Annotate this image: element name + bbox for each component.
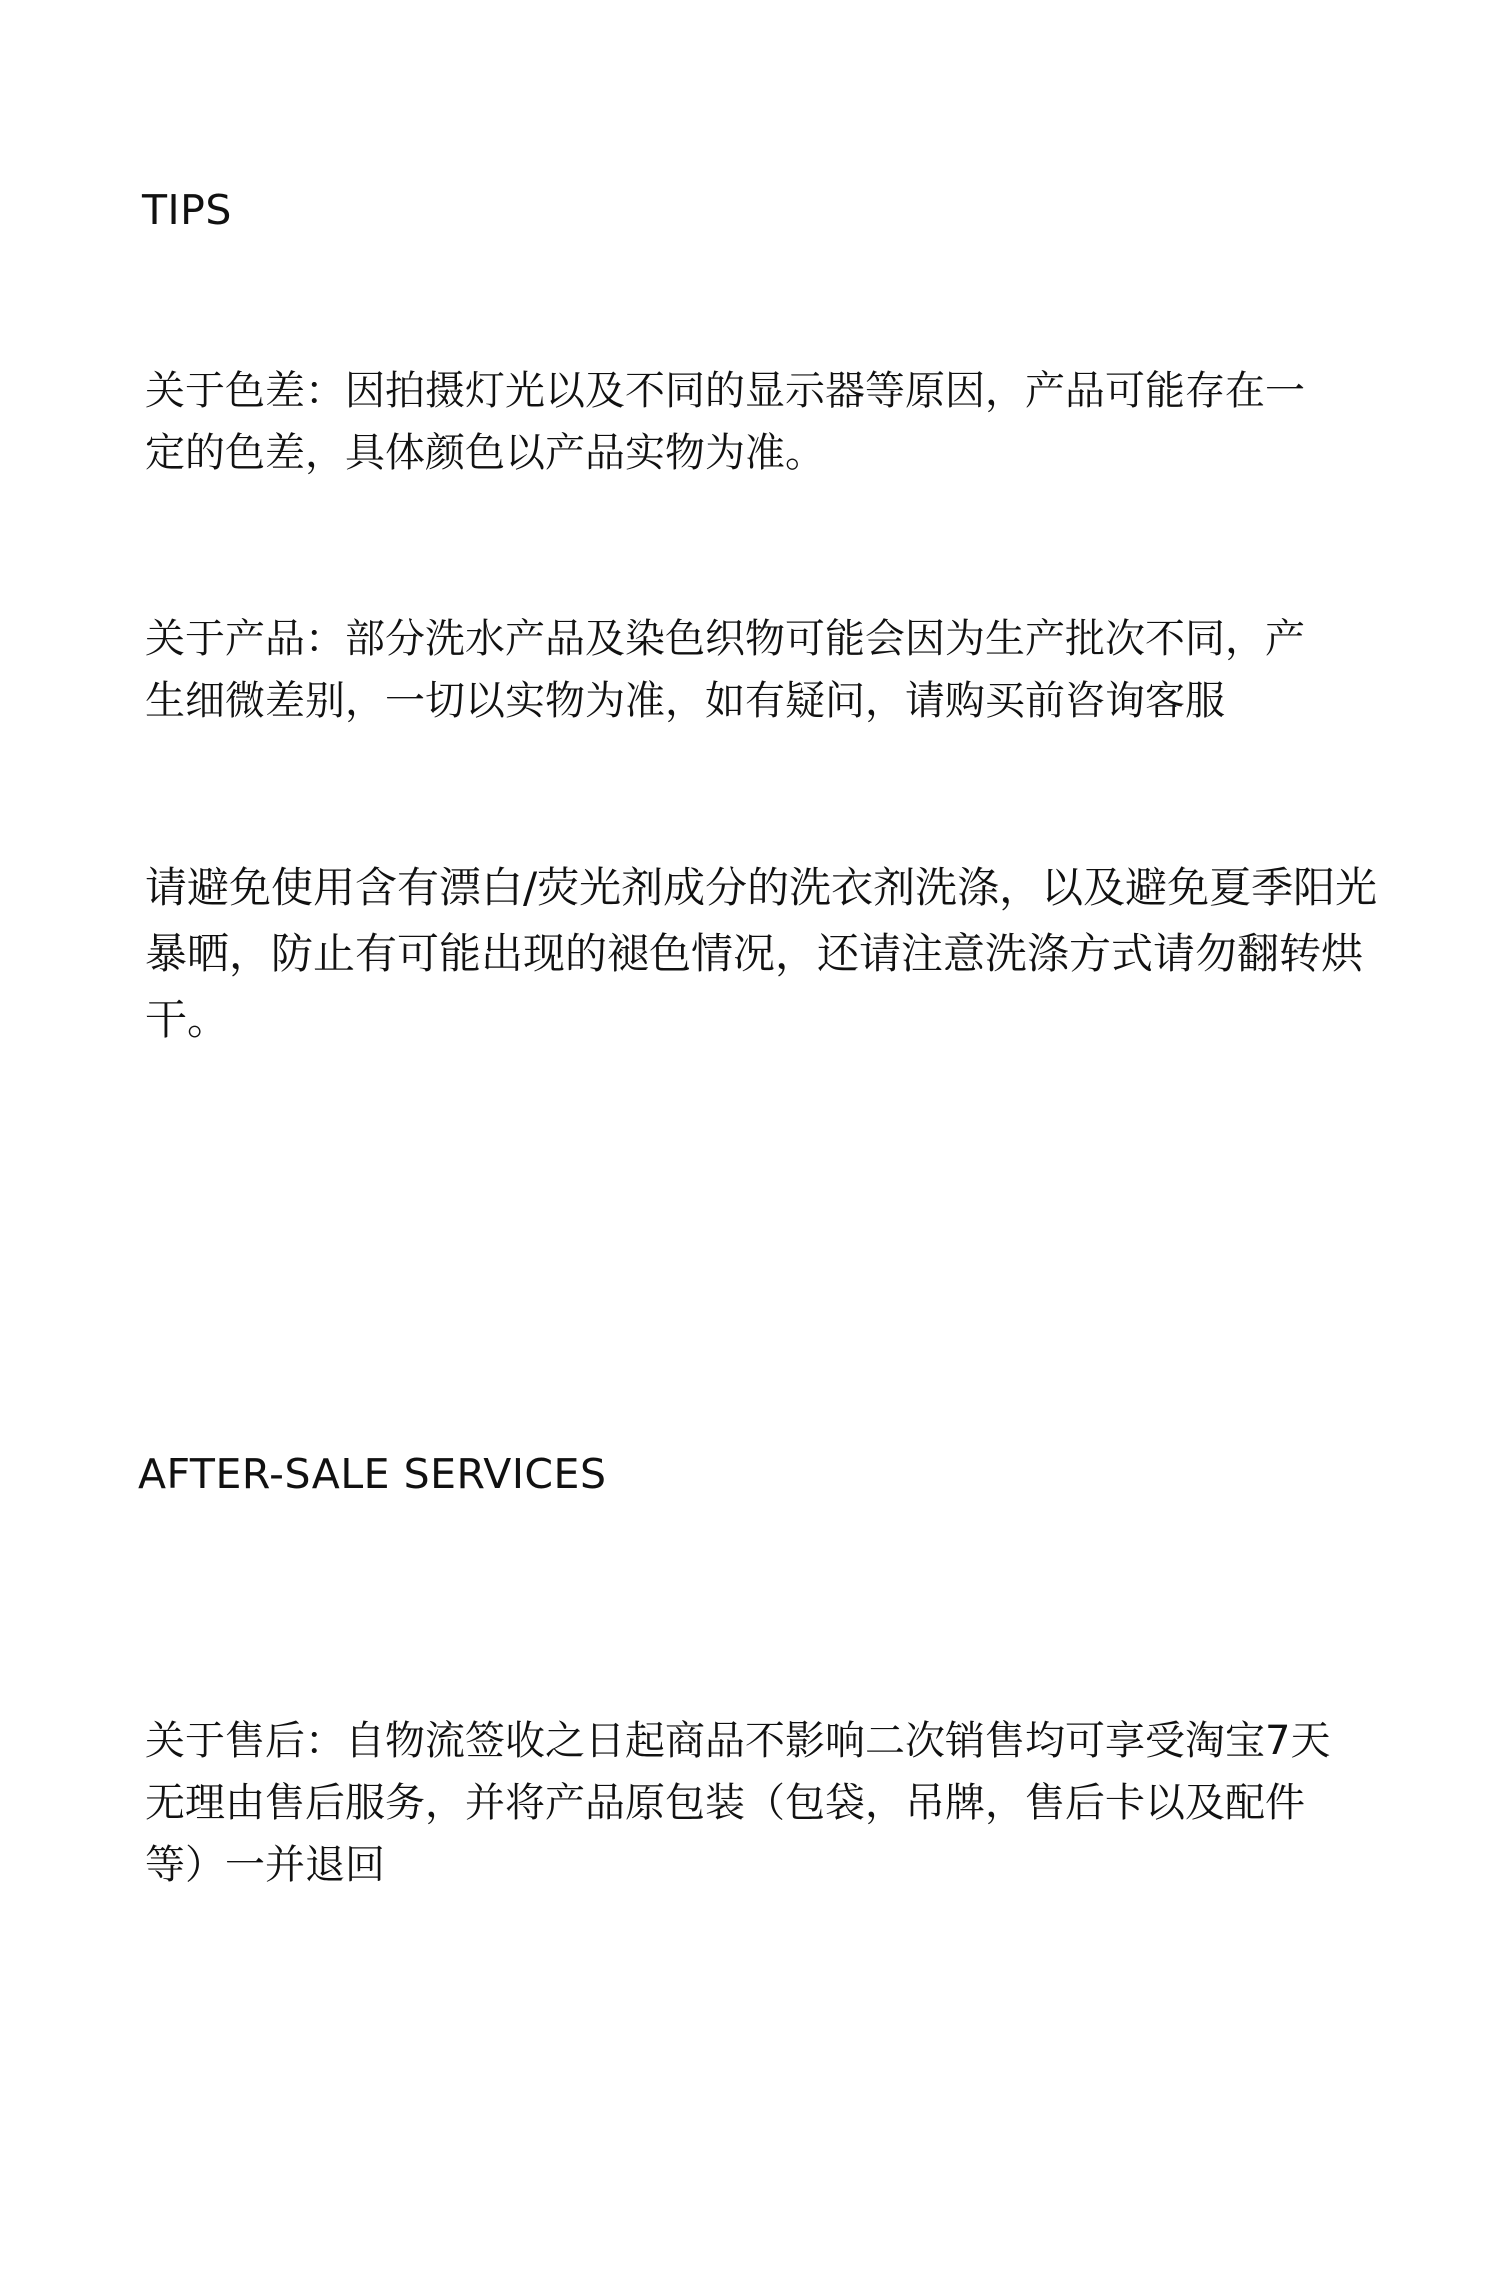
washing-instructions-note: 请避免使用含有漂白/荧光剂成分的洗衣剂洗涤，以及避免夏季阳光暴晒，防止有可能出现的褪色情况，还请注意洗涤方式请勿翻转烘干。 xyxy=(145,863,1378,1044)
after-sale-policy-note: 关于售后：自物流签收之日起商品不影响二次销售均可享受淘宝7天无理由售后服务，并将产品原包装（包袋，吊牌，售后卡以及配件等）一并退回 xyxy=(145,1718,1331,1888)
tips-heading: TIPS xyxy=(142,186,232,234)
color-difference-note: 关于色差：因拍摄灯光以及不同的显示器等原因，产品可能存在一定的色差，具体颜色以产品实物为准。 xyxy=(145,368,1305,476)
after-sale-heading: AFTER-SALE SERVICES xyxy=(138,1450,607,1498)
product-variation-note: 关于产品：部分洗水产品及染色织物可能会因为生产批次不同，产生细微差别，一切以实物为准，如有疑问，请购买前咨询客服 xyxy=(145,616,1305,724)
